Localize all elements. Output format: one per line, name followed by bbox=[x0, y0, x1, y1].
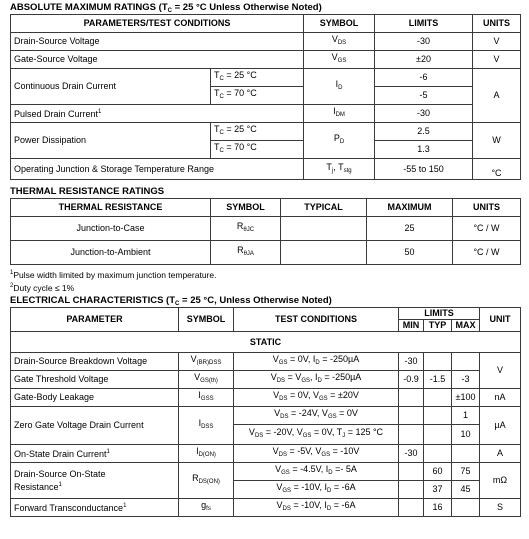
typ-cell bbox=[424, 425, 452, 445]
unit-cell: W bbox=[473, 123, 521, 159]
unit-cell: nA bbox=[480, 389, 521, 407]
header-unit: UNIT bbox=[480, 308, 521, 332]
typical-cell bbox=[281, 241, 367, 265]
cond-cell: $V_{DS} = -20V$, $V_{GS} = 0V$, $T_J = 125$ °C bbox=[234, 425, 399, 445]
min-cell bbox=[399, 481, 424, 499]
max-cell bbox=[452, 445, 480, 463]
max-cell: 25 bbox=[367, 217, 453, 241]
param-cell: Forward Transconductance$^1$ bbox=[11, 499, 179, 517]
elec-header-row-1 bbox=[11, 308, 521, 320]
header-parameters: PARAMETERS/TEST CONDITIONS bbox=[11, 15, 304, 33]
min-cell bbox=[399, 407, 424, 425]
limit-cell: -55 to 150 bbox=[375, 159, 473, 180]
row-rdson-1 bbox=[11, 463, 521, 481]
cond-cell: $V_{GS} = -10V$, $I_D = -6A$ bbox=[234, 481, 399, 499]
symbol-cell: $P_D$ bbox=[304, 123, 375, 159]
cond-cell: $V_{GS} = -4.5V$, $I_D =- 5A$ bbox=[234, 463, 399, 481]
limit-cell: 2.5 bbox=[375, 123, 473, 141]
thermal-header-row bbox=[11, 199, 521, 217]
max-cell: 75 bbox=[452, 463, 480, 481]
param-cell: Gate-Body Leakage bbox=[11, 389, 179, 407]
header-max: MAX bbox=[452, 320, 480, 332]
unit-cell: A bbox=[473, 69, 521, 123]
max-cell bbox=[452, 499, 480, 517]
thermal-row-jc bbox=[11, 217, 521, 241]
symbol-cell: $V_{DS}$ bbox=[304, 33, 375, 51]
limit-cell: -6 bbox=[375, 69, 473, 87]
unit-cell: V bbox=[480, 353, 521, 389]
row-vgs bbox=[11, 51, 521, 69]
row-igss bbox=[11, 389, 521, 407]
limit-cell: -5 bbox=[375, 87, 473, 105]
typ-cell bbox=[424, 389, 452, 407]
symbol-cell: $I_{DSS}$ bbox=[179, 407, 234, 445]
cond-cell: $T_C = 25$ °C bbox=[211, 123, 304, 141]
param-cell: On-State Drain Current$^1$ bbox=[11, 445, 179, 463]
max-cell: ±100 bbox=[452, 389, 480, 407]
row-idon bbox=[11, 445, 521, 463]
header-limits: LIMITS bbox=[399, 308, 480, 320]
cond-cell: $T_C = 70$ °C bbox=[211, 87, 304, 105]
footnote-2: $^2$Duty cycle ≤ 1% bbox=[10, 283, 75, 293]
cond-cell: $V_{DS} = -5V$, $V_{GS} = -10V$ bbox=[234, 445, 399, 463]
unit-cell: A bbox=[480, 445, 521, 463]
electrical-table bbox=[10, 307, 521, 517]
row-idm bbox=[11, 105, 521, 123]
unit-cell: µA bbox=[480, 407, 521, 445]
row-vds bbox=[11, 33, 521, 51]
param-cell: Continuous Drain Current bbox=[11, 69, 211, 105]
limit-cell: -30 bbox=[375, 33, 473, 51]
max-cell: 45 bbox=[452, 481, 480, 499]
row-idss-1 bbox=[11, 407, 521, 425]
cond-cell: $V_{DS} = -10V$, $I_D = -6A$ bbox=[234, 499, 399, 517]
symbol-cell: $g_{fs}$ bbox=[179, 499, 234, 517]
param-cell: Operating Junction & Storage Temperature Range bbox=[11, 159, 304, 180]
row-bvdss bbox=[11, 353, 521, 371]
param-cell: Zero Gate Voltage Drain Current bbox=[11, 407, 179, 445]
limit-cell: ±20 bbox=[375, 51, 473, 69]
row-vgsth bbox=[11, 371, 521, 389]
param-cell: Drain-Source On-State Resistance$^1$ bbox=[11, 463, 179, 499]
cond-cell: $T_C = 25$ °C bbox=[211, 69, 304, 87]
unit-cell: °C / W bbox=[453, 217, 521, 241]
cond-cell: $T_C = 70$ °C bbox=[211, 141, 304, 159]
cond-cell: $V_{GS} = 0V$, $I_D = -250\mu A$ bbox=[234, 353, 399, 371]
param-cell: Gate Threshold Voltage bbox=[11, 371, 179, 389]
min-cell: -30 bbox=[399, 445, 424, 463]
abs-max-title: ABSOLUTE MAXIMUM RATINGS ($T_C = 25$ °C Unless Otherwise Noted) bbox=[10, 2, 322, 14]
header-parameter: PARAMETER bbox=[11, 308, 179, 332]
param-cell: Drain-Source Breakdown Voltage bbox=[11, 353, 179, 371]
header-typical: TYPICAL bbox=[281, 199, 367, 217]
unit-cell: mΩ bbox=[480, 463, 521, 499]
param-cell: Power Dissipation bbox=[11, 123, 211, 159]
header-symbol: SYMBOL bbox=[304, 15, 375, 33]
typ-cell bbox=[424, 407, 452, 425]
typ-cell: -1.5 bbox=[424, 371, 452, 389]
abs-header-row bbox=[11, 15, 521, 33]
param-cell: Drain-Source Voltage bbox=[11, 33, 304, 51]
symbol-cell: $V_{(BR)DSS}$ bbox=[179, 353, 234, 371]
min-cell: -0.9 bbox=[399, 371, 424, 389]
min-cell bbox=[399, 463, 424, 481]
limit-cell: -30 bbox=[375, 105, 473, 123]
header-min: MIN bbox=[399, 320, 424, 332]
typ-cell: 16 bbox=[424, 499, 452, 517]
header-typ: TYP bbox=[424, 320, 452, 332]
thermal-title: THERMAL RESISTANCE RATINGS bbox=[10, 186, 165, 197]
header-limits: LIMITS bbox=[375, 15, 473, 33]
unit-cell: V bbox=[473, 33, 521, 51]
symbol-cell: $V_{GS(th)}$ bbox=[179, 371, 234, 389]
symbol-cell: $R_{\theta JA}$ bbox=[211, 241, 281, 265]
max-cell: 1 bbox=[452, 407, 480, 425]
unit-cell: °C / W bbox=[453, 241, 521, 265]
footnote-1: $^1$Pulse width limited by maximum junction temperature. bbox=[10, 270, 217, 280]
header-symbol: SYMBOL bbox=[211, 199, 281, 217]
electrical-title: ELECTRICAL CHARACTERISTICS ($T_C = 25$ °C, Unless Otherwise Noted) bbox=[10, 295, 332, 307]
limit-cell: 1.3 bbox=[375, 141, 473, 159]
cond-cell: $V_{DS} = V_{GS}$, $I_D = -250\mu A$ bbox=[234, 371, 399, 389]
param-cell: Junction-to-Ambient bbox=[11, 241, 211, 265]
min-cell bbox=[399, 425, 424, 445]
abs-max-table bbox=[10, 14, 521, 180]
header-maximum: MAXIMUM bbox=[367, 199, 453, 217]
symbol-cell: $I_{D(ON)}$ bbox=[179, 445, 234, 463]
symbol-cell: $R_{DS(ON)}$ bbox=[179, 463, 234, 499]
static-row bbox=[11, 332, 521, 353]
cond-cell: $V_{DS} = -24V$, $V_{GS} = 0V$ bbox=[234, 407, 399, 425]
max-cell: 10 bbox=[452, 425, 480, 445]
row-tj bbox=[11, 159, 521, 180]
symbol-cell: $R_{\theta JC}$ bbox=[211, 217, 281, 241]
cond-cell: $V_{DS} = 0V$, $V_{GS} = \pm 20V$ bbox=[234, 389, 399, 407]
typ-cell: 60 bbox=[424, 463, 452, 481]
typ-cell: 37 bbox=[424, 481, 452, 499]
symbol-cell: $I_D$ bbox=[304, 69, 375, 105]
header-units: UNITS bbox=[453, 199, 521, 217]
symbol-cell: $I_{GSS}$ bbox=[179, 389, 234, 407]
symbol-cell: $I_{DM}$ bbox=[304, 105, 375, 123]
min-cell bbox=[399, 389, 424, 407]
max-cell: 50 bbox=[367, 241, 453, 265]
param-cell: Pulsed Drain Current$^1$ bbox=[11, 105, 304, 123]
min-cell: -30 bbox=[399, 353, 424, 371]
typ-cell bbox=[424, 353, 452, 371]
typ-cell bbox=[424, 445, 452, 463]
header-test-conditions: TEST CONDITIONS bbox=[234, 308, 399, 332]
max-cell: -3 bbox=[452, 371, 480, 389]
symbol-cell: $T_j$, $T_{stg}$ bbox=[304, 159, 375, 180]
thermal-row-ja bbox=[11, 241, 521, 265]
min-cell bbox=[399, 499, 424, 517]
header-thermal-resistance: THERMAL RESISTANCE bbox=[11, 199, 211, 217]
header-units: UNITS bbox=[473, 15, 521, 33]
max-cell bbox=[452, 353, 480, 371]
unit-cell: S bbox=[480, 499, 521, 517]
header-symbol: SYMBOL bbox=[179, 308, 234, 332]
symbol-cell: $V_{GS}$ bbox=[304, 51, 375, 69]
unit-cell: °C bbox=[473, 159, 521, 180]
param-cell: Junction-to-Case bbox=[11, 217, 211, 241]
param-cell: Gate-Source Voltage bbox=[11, 51, 304, 69]
row-gfs bbox=[11, 499, 521, 517]
typical-cell bbox=[281, 217, 367, 241]
row-id-1 bbox=[11, 69, 521, 87]
row-pd-1 bbox=[11, 123, 521, 141]
static-label: STATIC bbox=[11, 332, 521, 353]
thermal-table bbox=[10, 198, 521, 265]
unit-cell: V bbox=[473, 51, 521, 69]
